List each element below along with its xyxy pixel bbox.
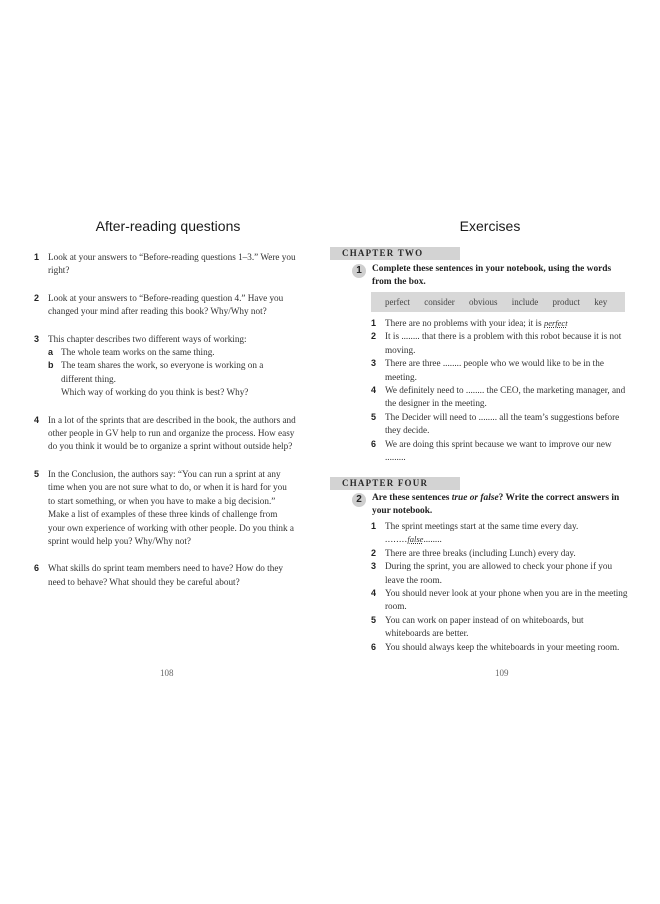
word-item: perfect	[385, 297, 410, 307]
question-item	[34, 292, 296, 319]
item-number: 5	[371, 614, 377, 625]
item-number: 5	[371, 411, 377, 422]
right-page	[330, 0, 660, 904]
example-answer: perfect	[543, 318, 568, 328]
question-number: 3	[34, 333, 40, 344]
exercise-item	[371, 641, 629, 654]
item-text: You should never look at your phone when you are in the meeting room.	[385, 588, 628, 612]
question-list	[34, 251, 296, 603]
question-number: 2	[34, 292, 40, 303]
word-item: product	[552, 297, 580, 307]
exercise-item: 1 The sprint meetings start at the same time every day. ........false........	[371, 520, 629, 547]
item-number: 1	[371, 521, 377, 531]
exercise-item	[371, 614, 629, 641]
question-text: What skills do sprint team members need to have? How do they need to behave? What should they be careful about?	[48, 563, 283, 587]
item-text: You should always keep the whiteboards in your meeting room.	[385, 641, 620, 652]
item-number: 2	[371, 331, 377, 342]
option-b	[48, 359, 296, 386]
word-item: key	[594, 297, 608, 307]
item-text: You can work on paper instead of on whiteboards, but whiteboards are better.	[385, 614, 584, 639]
question-item	[34, 333, 296, 400]
exercise-item	[371, 411, 629, 438]
item-text: The sprint meetings start at the same time every day.	[385, 521, 579, 531]
item-number: 6	[371, 641, 377, 652]
option-text: The team shares the work, so everyone is working on a different thing.	[61, 360, 264, 384]
item-text: There are three breaks (including Lunch) every day.	[385, 547, 576, 558]
word-item: include	[511, 297, 539, 307]
option-letter: b	[48, 360, 54, 371]
item-text: We are doing this sprint because we want to improve our new .........	[385, 438, 612, 463]
exercise-item	[371, 357, 629, 384]
item-text: We definitely need to ........ the CEO, the marketing manager, and the designer in the meeting.	[385, 385, 626, 409]
instruction-text: Complete these sentences in your notebook, using the words from the box.	[372, 264, 612, 288]
question-item	[34, 251, 296, 278]
page-title: Exercises	[459, 218, 521, 234]
item-text: There are three ........ people who we would like to be in the meeting.	[385, 358, 604, 382]
option-text: The whole team works on the same thing.	[61, 347, 215, 358]
exercise-number-badge: 2	[352, 493, 366, 507]
question-item	[34, 414, 296, 454]
word-item: consider	[424, 297, 455, 307]
option-letter: a	[48, 347, 54, 358]
exercise-item	[371, 330, 629, 357]
question-number: 1	[34, 252, 40, 262]
exercise-item	[371, 560, 629, 587]
instruction-part: ? Write the correct answers in your notebook.	[372, 493, 620, 517]
instruction-part: Are these sentences	[372, 493, 452, 503]
page-number: 109	[495, 668, 509, 678]
chapter-label: CHAPTER FOUR	[330, 477, 460, 490]
instruction-text	[353, 492, 625, 519]
exercise-item	[371, 384, 629, 411]
option-a	[48, 346, 296, 359]
question-item	[34, 468, 296, 548]
item-number: 4	[371, 385, 377, 396]
question-item	[34, 562, 296, 589]
page-number: 108	[160, 668, 174, 678]
item-number: 6	[371, 438, 377, 449]
item-text: It is ........ that there is a problem with this robot because it is not moving.	[385, 331, 622, 355]
word-item: obvious	[468, 297, 498, 307]
question-text: In a lot of the sprints that are described in the book, the authors and other people in GV help to run and organize the process. How easy do you think it would be to organize a sprint without outside help?	[48, 414, 296, 452]
item-text: During the sprint, you are allowed to check your phone if you leave the room.	[385, 561, 613, 585]
question-number: 4	[34, 414, 40, 425]
question-text: This chapter describes two different ways of working:	[48, 333, 247, 344]
exercise-item	[371, 317, 629, 330]
exercise-items	[371, 520, 629, 654]
question-text: Look at your answers to “Before-reading questions 1–3.” Were you right?	[48, 252, 296, 276]
exercise-number-badge: 1	[352, 264, 366, 278]
item-text: There are no problems with your idea; it is	[385, 318, 544, 328]
exercise-item	[371, 547, 629, 560]
chapter-label: CHAPTER TWO	[330, 247, 460, 260]
word-box	[371, 292, 625, 312]
instruction-emphasis: true or false	[451, 493, 499, 503]
item-number: 3	[371, 561, 377, 572]
exercise-item	[371, 438, 629, 465]
item-number: 3	[371, 358, 377, 369]
exercise-instruction	[353, 492, 625, 519]
question-text: In the Conclusion, the authors say: “You can run a sprint at any time when you are not sure what to do, or when it is hard for you to start something, or when you have to make a big decision.” Make a list of examples of these three kinds of challenge from your own experience of working with other people. Do you think a sprint would help you? Why/Why not?	[48, 468, 294, 546]
exercise-items	[371, 317, 629, 464]
item-number: 1	[371, 318, 377, 328]
question-number: 6	[34, 563, 40, 574]
item-number: 2	[371, 547, 377, 558]
follow-up-question: Which way of working do you think is best? Why?	[61, 387, 249, 398]
example-answer: false	[407, 534, 424, 545]
item-number: 4	[371, 588, 377, 599]
exercise-instruction	[353, 263, 625, 290]
page-title: After-reading questions	[95, 218, 241, 234]
question-text: Look at your answers to “Before-reading question 4.” Have you changed your mind after reading this book? Why/Why not?	[48, 292, 284, 317]
question-number: 5	[34, 468, 40, 479]
item-text: The Decider will need to ........ all the team’s suggestions before they decide.	[385, 411, 620, 436]
exercise-item	[371, 587, 629, 614]
